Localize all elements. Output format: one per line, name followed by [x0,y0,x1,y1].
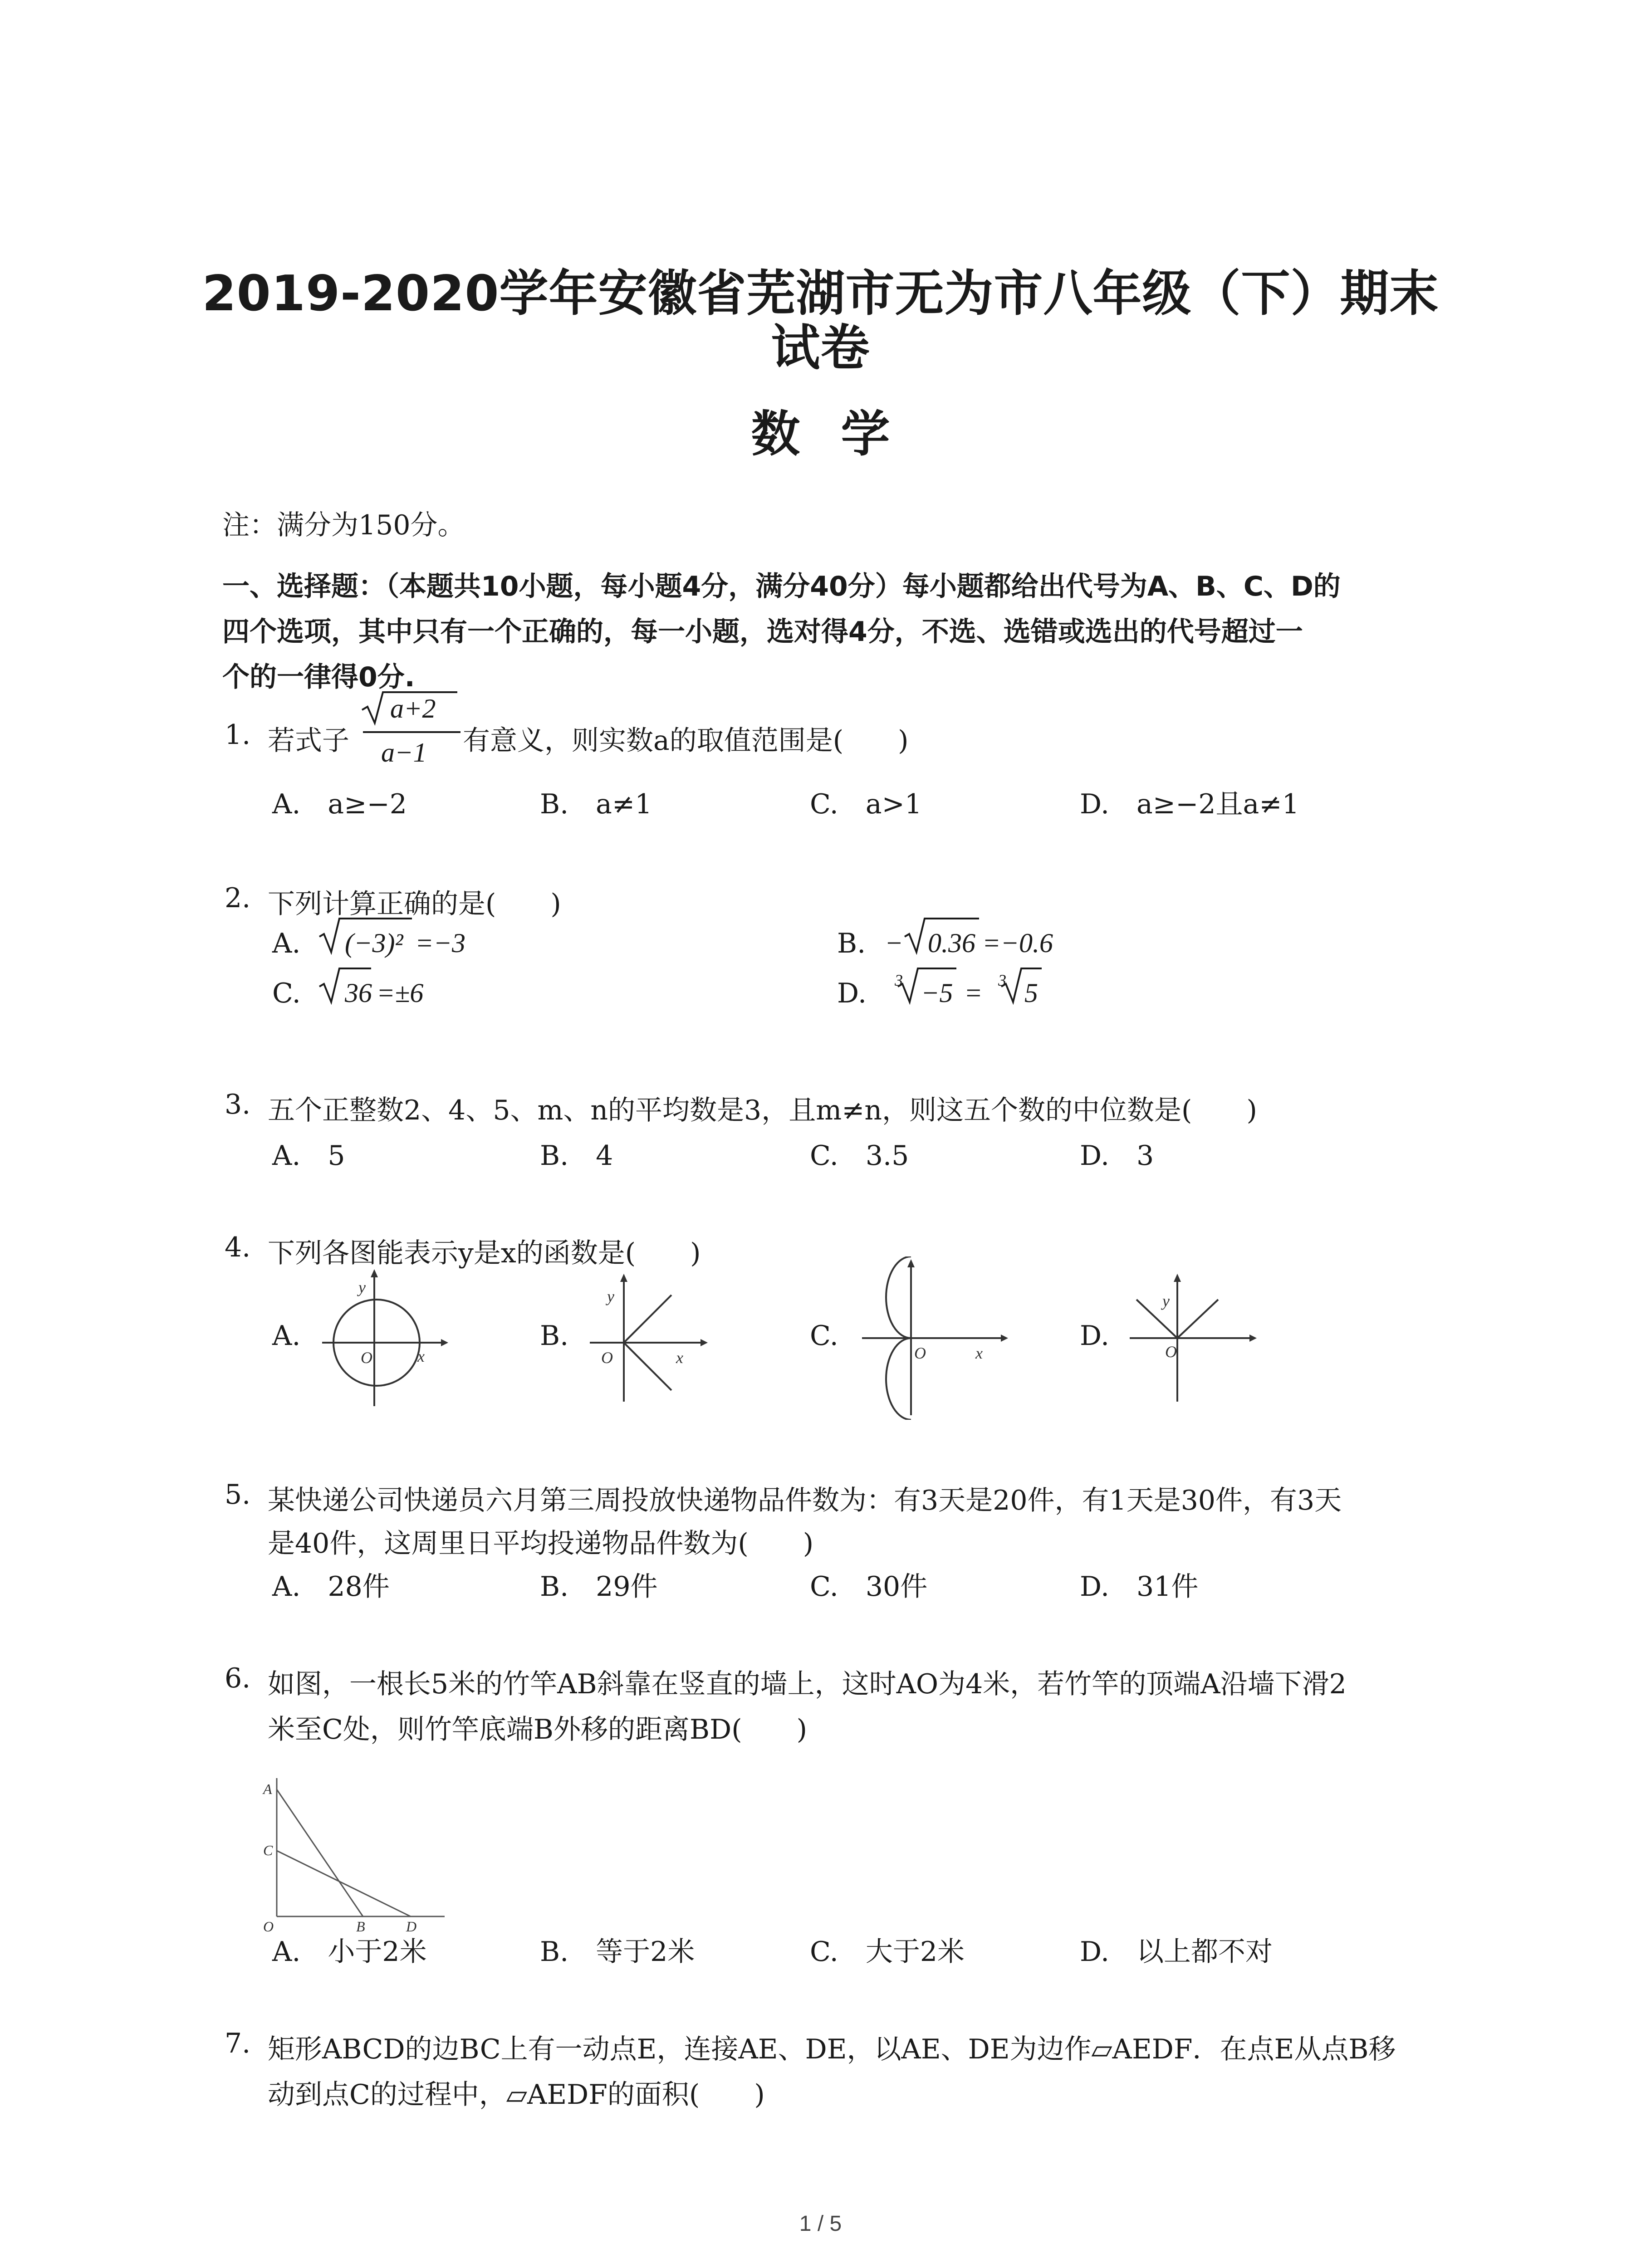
q3-stem: 五个正整数2、4、5、m、n的平均数是3，且m≠n，则这五个数的中位数是( ) [268,1095,1257,1126]
q2-option-d-equals: = [964,978,983,1008]
q4-graph-b [581,1270,717,1406]
q5-line2: 是40件，这周里日平均投递物品件数为( ) [268,1528,814,1559]
page-number: 1 / 5 [799,2212,842,2236]
q6-line1: 如图，一根长5米的竹竿AB斜靠在竖直的墙上，这时AO为4米，若竹竿的顶端A沿墙下滑2 [268,1668,1347,1700]
q4-option-c-label[interactable]: C. [810,1320,838,1352]
q6-option-a[interactable]: A. 小于2米 [272,1936,427,1968]
q2-option-c-radicand: 36 [345,978,372,1008]
q4-graph-c [853,1256,1016,1420]
q4-graph-b-origin: O [601,1349,613,1367]
q5-option-c[interactable]: C. 30件 [810,1571,928,1603]
section1-line1: 一、选择题：（本题共10小题，每小题4分，满分40分）每小题都给出代号为A、B、C、D的 [222,571,1341,602]
q2-option-c-rest: =±6 [377,978,424,1008]
q1-stem-pre: 若式子 [268,725,349,757]
q4-graph-c-origin: O [914,1344,926,1362]
q1-number: 1. [225,719,251,751]
section1-line3: 个的一律得0分. [222,661,415,693]
q4-graph-c-x-label: x [975,1344,983,1362]
q6-label-b: B [356,1918,365,1932]
q6-option-c[interactable]: C. 大于2米 [810,1936,965,1968]
q6-ladder-figure [259,1769,454,1932]
q4-option-b-label[interactable]: B. [540,1320,569,1352]
q7-line2: 动到点C的过程中，▱AEDF的面积( ) [268,2079,765,2111]
q2-option-d-index: 3 [895,971,903,989]
exam-title-line2: 试卷 [771,320,870,376]
q2-stem: 下列计算正确的是( ) [268,888,561,920]
q7-number: 7. [225,2028,251,2059]
q1-option-d[interactable]: D. a≥−2且a≠1 [1080,788,1299,820]
q6-label-d: D [406,1918,417,1932]
q4-graph-a-x-label: x [417,1347,425,1365]
q2-option-d-index2: 3 [998,971,1006,989]
q4-option-a-label[interactable]: A. [272,1320,301,1352]
q1-stem-post: 有意义，则实数a的取值范围是( ) [463,725,909,757]
q1-option-a[interactable]: A. a≥−2 [272,788,407,820]
q5-option-b[interactable]: B. 29件 [540,1571,658,1603]
q3-option-a[interactable]: A. 5 [272,1140,345,1172]
q4-option-d-label[interactable]: D. [1080,1320,1110,1352]
q1-frac-numerator: a+2 [390,694,436,723]
q5-line1: 某快递公司快递员六月第三周投放快递物品件数为：有3天是20件，有1天是30件，有3天 [268,1485,1342,1516]
q4-graph-d-origin: O [1165,1343,1177,1361]
q6-number: 6. [225,1662,251,1694]
q3-option-d[interactable]: D. 3 [1080,1140,1154,1172]
q5-option-a[interactable]: A. 28件 [272,1571,390,1603]
exam-title-line1: 2019-2020学年安徽省芜湖市无为市八年级（下）期末 [202,265,1439,322]
q2-option-b-label[interactable]: B. [837,928,866,959]
q6-label-c: C [263,1842,273,1858]
q6-label-a: A [263,1781,272,1797]
q3-number: 3. [225,1089,251,1120]
q7-line1: 矩形ABCD的边BC上有一动点E，连接AE、DE，以AE、DE为边作▱AEDF．在点E从点B移 [268,2033,1396,2065]
q6-option-b[interactable]: B. 等于2米 [540,1936,695,1968]
q4-stem: 下列各图能表示y是x的函数是( ) [268,1237,701,1269]
subject-heading: 数学 [751,406,931,463]
q2-option-a-rest: =−3 [415,928,465,958]
q6-line2: 米至C处，则竹竿底端B外移的距离BD( ) [268,1714,808,1745]
q6-option-d[interactable]: D. 以上都不对 [1080,1936,1273,1968]
q4-graph-b-x-label: x [676,1349,683,1367]
q4-graph-d [1121,1270,1266,1406]
section1-line2: 四个选项，其中只有一个正确的，每一小题，选对得4分，不选、选错或选出的代号超过一 [222,616,1303,648]
q1-option-c[interactable]: C. a>1 [810,788,922,820]
q2-option-d-radicand2: 5 [1024,978,1038,1008]
q3-option-c[interactable]: C. 3.5 [810,1140,909,1172]
q2-option-b-rest: =−0.6 [982,928,1053,958]
q4-graph-a-y-label: y [358,1278,366,1296]
q1-option-b[interactable]: B. a≠1 [540,788,652,820]
q2-option-c-label[interactable]: C. [272,978,301,1009]
q2-option-a-label[interactable]: A. [272,928,301,959]
q1-frac-bar [363,731,460,733]
q2-option-b-minus: − [885,928,903,958]
q1-frac-denominator: a−1 [381,738,427,767]
q4-graph-d-y-label: y [1162,1292,1170,1310]
score-note: 注：满分为150分。 [222,509,465,541]
q2-option-d-label[interactable]: D. [837,978,867,1009]
q4-number: 4. [225,1232,251,1263]
q2-number: 2. [225,882,251,914]
q5-number: 5. [225,1479,251,1510]
q2-option-a-radicand: (−3)² [345,928,403,958]
q5-option-d[interactable]: D. 31件 [1080,1571,1199,1603]
q6-label-o: O [263,1918,274,1932]
q2-option-b-radicand: 0.36 [928,928,975,958]
q2-option-d-radicand: −5 [921,978,953,1008]
q3-option-b[interactable]: B. 4 [540,1140,613,1172]
q4-graph-a-origin: O [361,1349,372,1367]
q4-graph-a [313,1266,454,1415]
q4-graph-b-y-label: y [607,1287,614,1305]
